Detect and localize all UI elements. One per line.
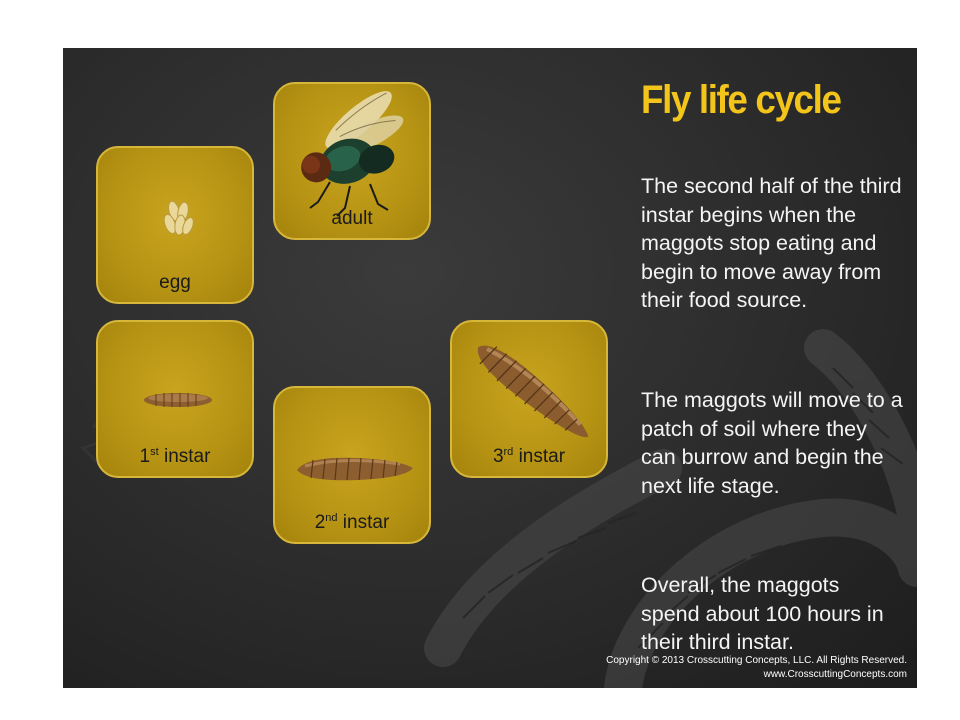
egg-card bbox=[96, 146, 254, 304]
adult-label: adult bbox=[331, 208, 373, 229]
egg-label: egg bbox=[159, 272, 191, 293]
first-instar-label: 1st instar bbox=[139, 446, 211, 467]
third-instar-card bbox=[450, 320, 608, 478]
copyright-text: Copyright © 2013 Crosscutting Concepts, LLC. All Rights Reserved. bbox=[606, 655, 907, 666]
third-instar-label: 3rd instar bbox=[492, 446, 566, 467]
first-instar-card bbox=[96, 320, 254, 478]
slide bbox=[63, 48, 917, 688]
adult-card bbox=[273, 82, 431, 240]
website-link: www.CrosscuttingConcepts.com bbox=[763, 669, 907, 680]
copyright-notice bbox=[606, 654, 907, 682]
paragraph-2: The maggots will move to a patch of soil where they can burrow and begin the next life stage. bbox=[641, 388, 903, 498]
second-instar-card bbox=[273, 386, 431, 544]
paragraph-1: The second half of the third instar begins when the maggots stop eating and begin to move away from their food source. bbox=[641, 174, 902, 313]
slide-title: Fly life cycle bbox=[641, 78, 841, 122]
second-instar-label: 2nd instar bbox=[314, 512, 390, 533]
paragraph-3: Overall, the maggots spend about 100 hours in their third instar. bbox=[641, 573, 884, 655]
